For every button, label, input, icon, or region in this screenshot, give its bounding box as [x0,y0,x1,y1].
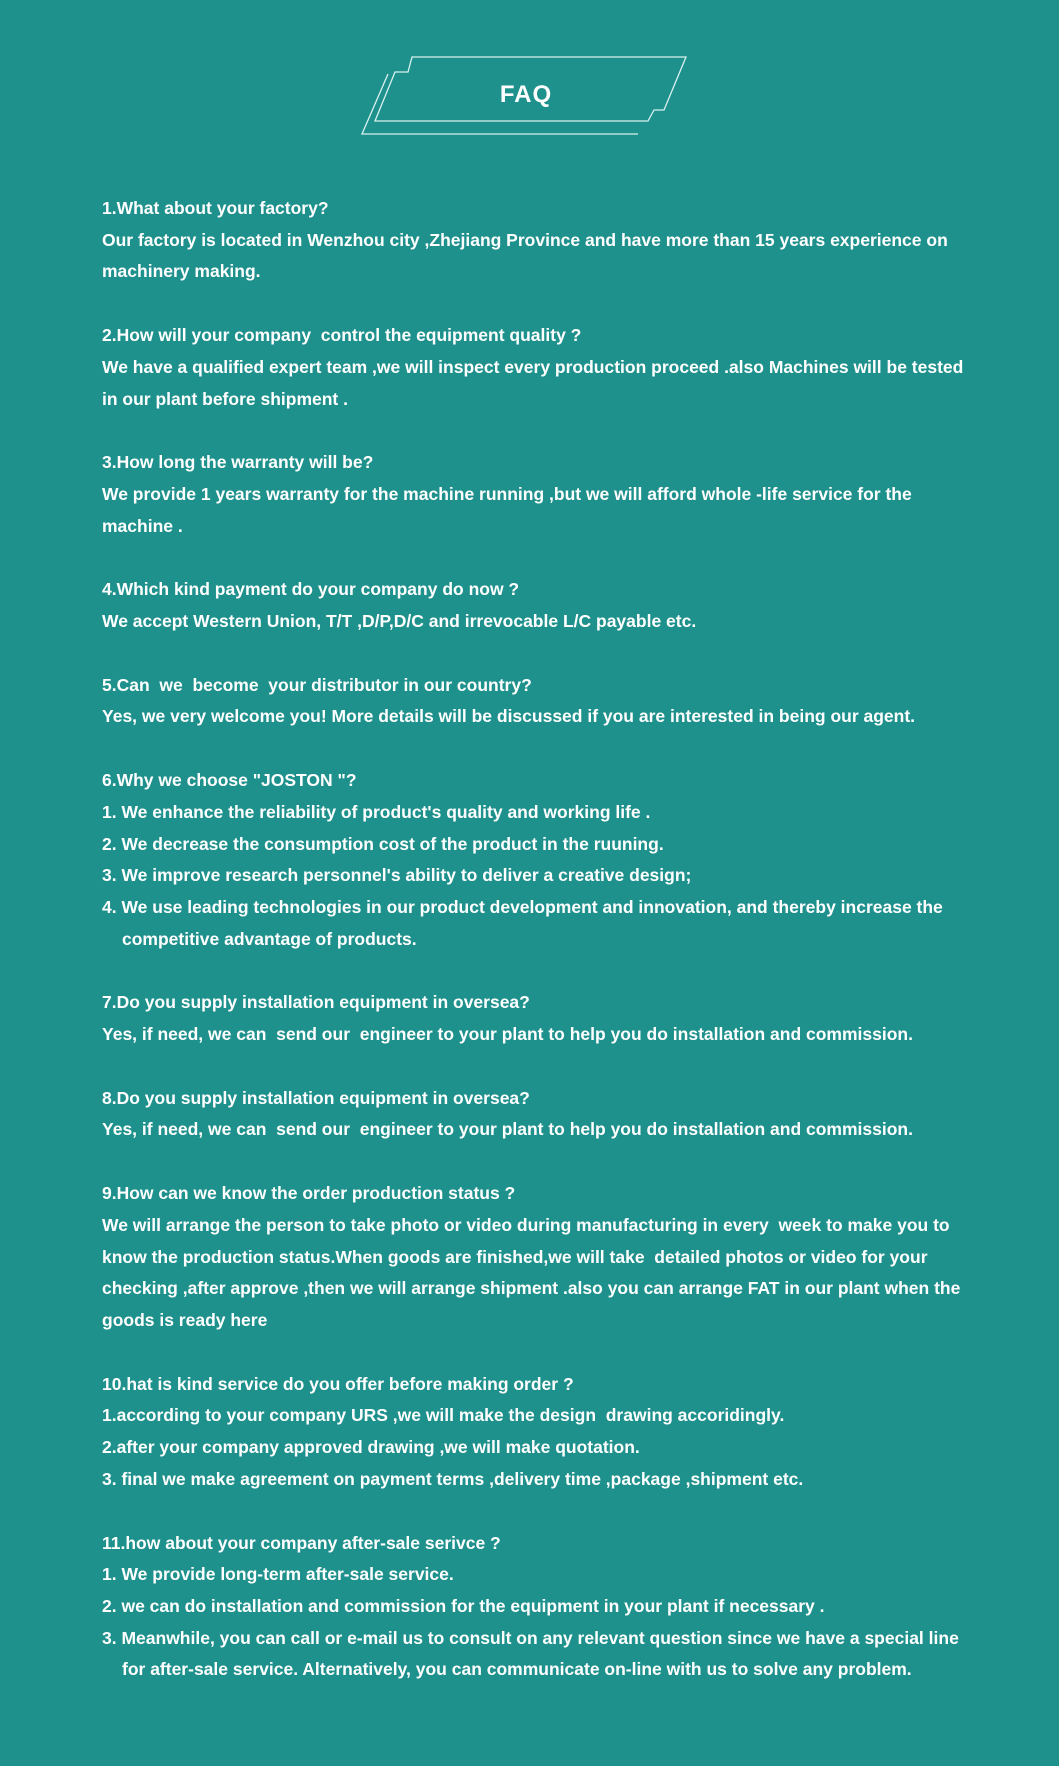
faq-item [102,574,982,637]
faq-answer: We accept Western Union, T/T ,D/P,D/C and irrevocable L/C payable etc. [102,611,697,632]
faq-question: 10.hat is kind service do you offer before making order ? [102,1373,574,1394]
faq-item [102,1083,982,1146]
faq-answer: We will arrange the person to take photo or video during manufacturing in every week to make you to know the production status.When goods are finished,we will take detailed photos or video for your checking ,after approve ,then we will arrange shipment .also you can arrange FAT in our plant when the goods is ready here [102,1214,966,1330]
faq-question: 1.What about your factory? [102,198,329,218]
faq-answer: 1. We provide long-term after-sale service. [102,1564,454,1585]
page-title: FAQ [499,81,553,108]
faq-answer: 1.according to your company URS ,we will make the design drawing accoridingly. [102,1405,785,1426]
faq-list [102,193,982,1718]
faq-answer: 2.after your company approved drawing ,we will make quotation. [102,1437,640,1458]
faq-item [102,193,982,288]
faq-question: 8.Do you supply installation equipment in oversea? [102,1087,530,1108]
faq-answer: 1. We enhance the reliability of product's quality and working life . [102,801,651,822]
faq-answer: We have a qualified expert team ,we will inspect every production proceed .also Machines will be tested in our plant before shipment . [102,356,969,409]
faq-question: 4.Which kind payment do your company do now ? [102,579,520,600]
faq-answer: 3. We improve research personnel's ability to deliver a creative design; [102,865,692,886]
faq-item [102,670,982,733]
faq-question: 2.How will your company control the equipment quality ? [102,325,582,346]
faq-question: 3.How long the warranty will be? [102,452,374,473]
faq-answer: 3. Meanwhile, you can call or e-mail us to consult on any relevant question since we have a special line for after-sale service. Alternatively, you can communicate on-line with us to solve any problem. [102,1627,964,1680]
faq-answer: 4. We use leading technologies in our product development and innovation, and thereby increase the competitive advantage of products. [102,896,948,949]
faq-item [102,447,982,542]
faq-item [102,320,982,415]
faq-answer: Our factory is located in Wenzhou city ,Zhejiang Province and have more than 15 years experience on machinery making. [102,229,953,282]
faq-item [102,1178,982,1337]
faq-item [102,765,982,955]
faq-answer: We provide 1 years warranty for the machine running ,but we will afford whole -life service for the machine . [102,483,917,536]
faq-answer: 2. we can do installation and commission for the equipment in your plant if necessary . [102,1595,825,1616]
faq-answer: Yes, if need, we can send our engineer to your plant to help you do installation and commission. [102,1024,913,1045]
faq-item [102,987,982,1050]
faq-item [102,1369,982,1496]
faq-header [359,55,689,137]
faq-answer: Yes, if need, we can send our engineer to your plant to help you do installation and commission. [102,1119,913,1140]
faq-question: 11.how about your company after-sale serivce ? [102,1532,501,1553]
faq-question: 7.Do you supply installation equipment in oversea? [102,992,530,1013]
faq-answer: 3. final we make agreement on payment terms ,delivery time ,package ,shipment etc. [102,1468,804,1489]
faq-question: 6.Why we choose "JOSTON "? [102,770,357,791]
faq-question: 9.How can we know the order production status ? [102,1183,516,1204]
faq-answer: 2. We decrease the consumption cost of the product in the ruuning. [102,833,664,854]
faq-question: 5.Can we become your distributor in our country? [102,674,532,695]
faq-answer: Yes, we very welcome you! More details will be discussed if you are interested in being our agent. [102,706,916,727]
faq-item [102,1528,982,1687]
